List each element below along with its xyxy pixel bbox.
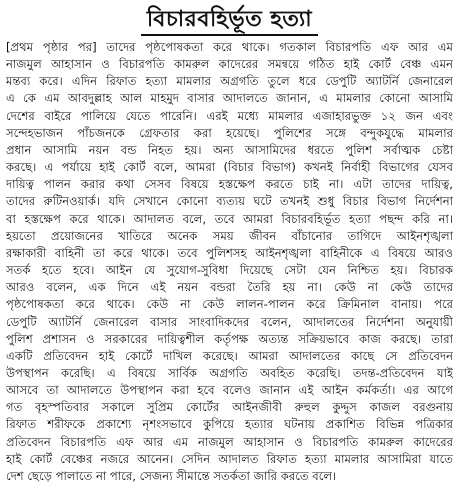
article-line: নাজমুল আহাসান ও বিচারপতি কামরুল কাদেরের সমন্বয়ে গঠিত হাই কোর্ট বেঞ্চ এমন xyxy=(6,57,453,72)
article-line: দেশ ছেড়ে পালাতে না পারে, সেজন্য সীমান্তে সতর্কতা জারি করতে বলে। xyxy=(6,468,337,483)
article-line: বা হস্তক্ষেপ করে থাকে। আদালত বলে, তবে আমরা বিচারবহির্ভূত হত্যা পছন্দ করি না। xyxy=(6,211,453,226)
article-line: আসবে তা আদালতে উপস্থাপন করা হবে বলেও জানান এই আইন কর্মকর্তা। এর আগে xyxy=(6,383,453,398)
article-line: রিফাত শরীফকে প্রকাশ্যে নৃশংসভাবে কুপিয়ে হত্যার ঘটনায় প্রকাশিত বিভিন্ন পত্রিকার xyxy=(6,417,453,432)
article-line: এ কে এম আবদুল্লাহ আল মাহমুদ বাসার আদালতে জানান, এ মামলার কোনো আসামি xyxy=(6,91,453,106)
article-line: দেশের বাইরে পালিয়ে যেতে পারেনি। এরই মধ্যে মামলার এজাহারভুক্ত ১২ জন এবং xyxy=(6,108,453,123)
article-line: তাদের রুটিনওয়ার্ক। যদি সেখানে কোনো ব্যত্যয় ঘটে তখনই শুধু বিচার বিভাগ নির্দেশনা xyxy=(6,194,453,209)
headline-container xyxy=(0,6,459,36)
headline: বিচারবহির্ভূত হত্যা xyxy=(141,6,318,36)
article-line: সন্দেহভাজন পাঁচজনকে গ্রেফতার করা হয়েছে। পুলিশের সঙ্গে বন্দুকযুদ্ধে মামলার xyxy=(6,125,453,140)
article-line: গত বৃহস্পতিবার সকালে সুপ্রিম কোর্টের আইনজীবী রুহুল কুদ্দুস কাজল বরগুনায় xyxy=(6,400,453,415)
article-line: পুলিশ প্রশাসন ও সরকারের দায়িত্বশীল কর্তৃপক্ষ অত্যন্ত সক্রিয়ভাবে কাজ করছে। তারা xyxy=(6,331,453,346)
article-line: করছে। এ পর্যায়ে হাই কোর্ট বলে, আমরা (বিচার বিভাগ) কখনই নির্বাহী বিভাগের যেসব xyxy=(6,160,453,175)
article-body xyxy=(6,38,453,484)
article-line: প্রতিবেদন বিচারপতি এফ আর এম নাজমুল আহাসান ও বিচারপতি কামরুল কাদেরের xyxy=(6,434,453,449)
article-line: একটি প্রতিবেদন হাই কোর্টে দাখিল করেছে। আমরা আদালতের কাছে সে প্রতিবেদন xyxy=(6,348,453,363)
article-line: প্রধান আসামি নয়ন বন্ড নিহত হয়। অন্য আসামিদের ধরতে পুলিশ সর্বাত্মক চেষ্টা xyxy=(6,142,453,157)
article-line: রক্ষাকারী বাহিনী তা করে থাকে। তবে পুলিশসহ আইনশৃঙ্খলা বাহিনীকে এ বিষয়ে আরও xyxy=(6,245,453,260)
article-line: হাই কোর্ট বেঞ্চের নজরে আনেন। সেদিন আদালত রিফাত হত্যা মামলার আসামিরা যাতে xyxy=(6,451,453,466)
article-line: দায়িত্ব পালন করার কথা সেসব বিষয়ে হস্তক্ষেপ করতে চাই না। এটা তাদের দায়িত্ব, xyxy=(6,177,453,192)
article-line: পৃষ্ঠপোষকতা করে থাকে। কেউ না কেউ লালন-পালন করে ক্রিমিনাল বানায়। পরে xyxy=(6,297,453,312)
article-line: [প্রথম পৃষ্ঠার পর] তাদের পৃষ্ঠপোষকতা করে থাকে। গতকাল বিচারপতি এফ আর এম xyxy=(6,40,453,54)
article-line: হয়তো প্রয়োজনের খাতিরে অনেক সময় জীবন বাঁচানোর তাগিদে আইনশৃঙ্খলা xyxy=(6,228,453,243)
article-line: ডেপুটি অ্যাটর্নি জেনারেল বাসার সাংবাদিকদের বলেন, আদালতের নির্দেশনা অনুযায়ী xyxy=(6,314,453,329)
article-line: সতর্ক হতে হবে। আইন যে সুযোগ-সুবিধা দিয়েছে সেটা যেন নিশ্চিত হয়। বিচারক xyxy=(6,263,453,278)
article-line: আরও বলেন, এক দিনে এই নয়ন বন্ডরা তৈরি হয় না। কেউ না কেউ তাদের xyxy=(6,280,453,295)
article-line: মন্তব্য করে। এদিন রিফাত হত্যা মামলার অগ্রগতি তুলে ধরে ডেপুটি অ্যাটর্নি জেনারেল xyxy=(6,74,453,89)
article-line: উপস্থাপন করেছি। এ বিষয়ে সার্বিক অগ্রগতি অবহিত করেছি। তদন্ত-প্রতিবেদন যাই xyxy=(6,365,453,380)
